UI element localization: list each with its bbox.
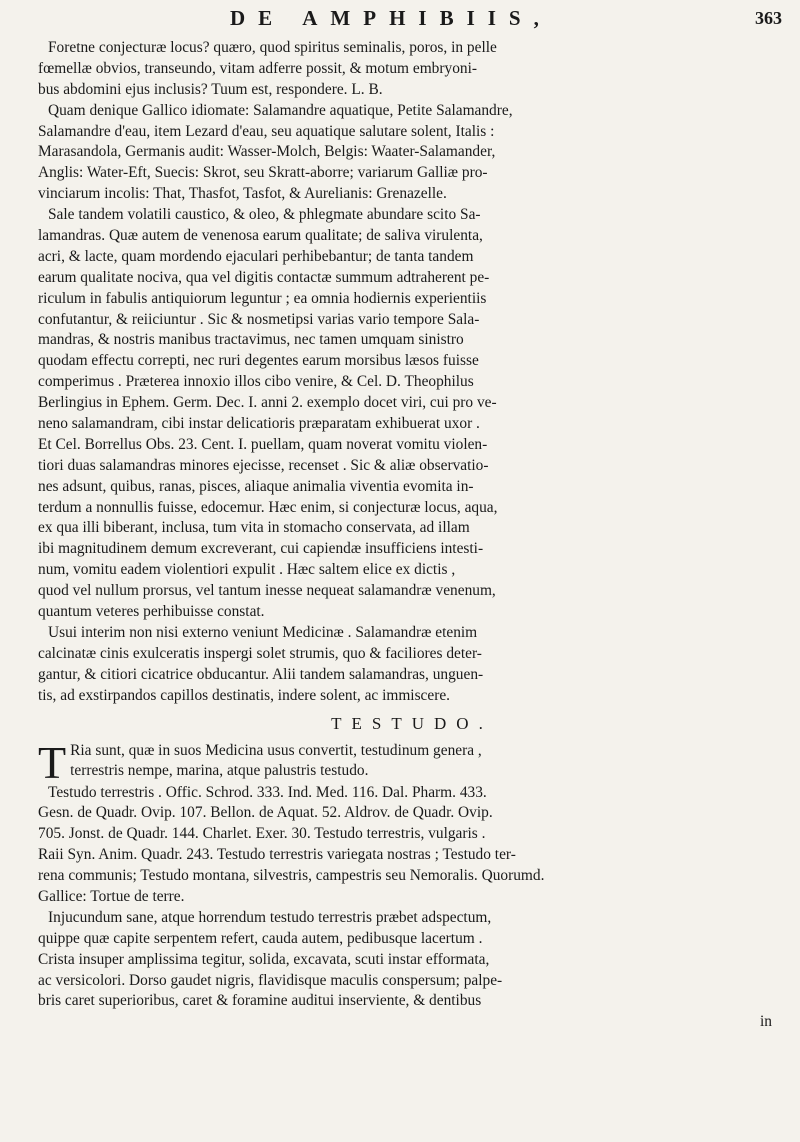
text-line: calcinatæ cinis exulceratis inspergi solet strumis, quo & faciliores deter-	[38, 644, 482, 662]
text-line: nes adsunt, quibus, ranas, pisces, aliaque animalia viventia evomita in-	[38, 477, 474, 495]
text-line: Et Cel. Borrellus Obs. 23. Cent. I. puellam, quam noverat vomitu violen-	[38, 435, 488, 453]
text-line: tiori duas salamandras minores ejecisse, recenset . Sic & aliæ observatio-	[38, 456, 489, 474]
text-line: bris caret superioribus, caret & foramine auditui inserviente, & dentibus	[38, 992, 482, 1010]
text-line: Crista insuper amplissima tegitur, solida, excavata, scuti instar efformata,	[38, 950, 490, 968]
page-number: 363	[755, 8, 782, 28]
text-line: ac versicolori. Dorso gaudet nigris, flavidisque maculis conspersum; palpe-	[38, 971, 503, 989]
text-line: num, vomitu eadem violentiori expulit . Hæc saltem elice ex dictis ,	[38, 561, 456, 579]
section-heading: TESTUDO.	[331, 713, 493, 733]
text-line: neno salamandram, cibi instar delicatioris præparatam exhibuerat uxor .	[38, 415, 480, 433]
text-line: bus abdomini ejus inclusis? Tuum est, respondere. L. B.	[38, 80, 383, 98]
salamandra-section	[38, 38, 786, 707]
text-line: Quam denique Gallico idiomate: Salamandre aquatique, Petite Salamandre,	[48, 101, 513, 119]
text-line: ibi magnitudinem demum excreverant, cui capiendæ insufficiens intesti-	[38, 540, 484, 558]
text-line: Berlingius in Ephem. Germ. Dec. I. anni 2. exemplo docet viri, cui pro ve-	[38, 394, 497, 412]
text-line: earum qualitate nociva, qua vel digitis contactæ summum adtraherent pe-	[38, 268, 490, 286]
text-line: Gallice: Tortue de terre.	[38, 887, 185, 905]
text-line: quod vel nullum prorsus, vel tantum inesse nequeat salamandræ venenum,	[38, 582, 496, 600]
drop-cap: T	[38, 736, 67, 788]
text-line: Salamandre d'eau, item Lezard d'eau, seu aquatique salutare solent, Italis :	[38, 122, 495, 140]
text-line: Raii Syn. Anim. Quadr. 243. Testudo terrestris variegata nostras ; Testudo ter-	[38, 846, 516, 864]
text-line: Sale tandem volatili caustico, & oleo, & phlegmate abundare scito Sa-	[48, 206, 481, 224]
text-line: gantur, & citiori cicatrice obducantur. Alii tandem salamandras, unguen-	[38, 665, 484, 683]
text-line: Foretne conjecturæ locus? quæro, quod spiritus seminalis, poros, in pelle	[48, 39, 497, 56]
text-line: comperimus . Præterea innoxio illos cibo venire, & Cel. D. Theophilus	[38, 373, 474, 391]
text-line: ex qua illi biberant, inclusa, tum vita in stomacho conservata, ad illam	[38, 519, 470, 537]
text-line: mandras, & nostris manibus tractavimus, nec tamen umquam sinistro	[38, 331, 464, 349]
testudo-section	[38, 736, 786, 1034]
text-line: vinciarum incolis: That, Thasfot, Tasfot, & Aurelianis: Grenazelle.	[38, 185, 447, 203]
text-line: Injucundum sane, atque horrendum testudo terrestris præbet adspectum,	[48, 908, 492, 926]
text-line: Anglis: Water-Eft, Suecis: Skrot, seu Skratt-aborre; variarum Galliæ pro-	[38, 164, 488, 182]
catchword: in	[760, 1013, 772, 1031]
text-line: quodam effectu correpti, nec ruri degentes earum morsibus læsos fuisse	[38, 352, 479, 370]
text-block	[38, 38, 786, 1033]
text-line: quippe quæ capite serpentem refert, cauda autem, pedibusque lacertum .	[38, 929, 483, 947]
text-line: riculum in fabulis antiquiorum leguntur ; ea omnia hodiernis experientiis	[38, 289, 487, 307]
text-line: lamandras. Quæ autem de venenosa earum qualitate; de saliva virulenta,	[38, 227, 483, 245]
text-line: rena communis; Testudo montana, silvestris, campestris seu Nemoralis. Quorumd.	[38, 867, 545, 885]
text-line: Testudo terrestris . Offic. Schrod. 333. Ind. Med. 116. Dal. Pharm. 433.	[48, 783, 487, 801]
text-line: terrestris nempe, marina, atque palustris testudo.	[70, 762, 369, 780]
running-title: DE AMPHIBIIS,	[230, 6, 552, 30]
text-line: terdum a nonnullis fuisse, edocemur. Hæc enim, si conjecturæ locus, aqua,	[38, 498, 498, 516]
text-line: acri, & lacte, quam mordendo ejaculari perhibebantur; de tanta tandem	[38, 247, 474, 265]
text-line: fœmellæ obvios, transeundo, vitam adferre possit, & motum embryoni-	[38, 59, 477, 77]
text-line: Usui interim non nisi externo veniunt Medicinæ . Salamandræ etenim	[48, 623, 478, 641]
text-line: 705. Jonst. de Quadr. 144. Charlet. Exer. 30. Testudo terrestris, vulgaris .	[38, 825, 486, 843]
text-line: confutantur, & reiiciuntur . Sic & nosmetipsi varias vario tempore Sala-	[38, 310, 480, 328]
text-line: Marasandola, Germanis audit: Wasser-Molch, Belgis: Waater-Salamander,	[38, 143, 496, 161]
text-line: Gesn. de Quadr. Ovip. 107. Bellon. de Aquat. 52. Aldrov. de Quadr. Ovip.	[38, 804, 493, 822]
page-header	[0, 6, 800, 32]
text-line: quantum veteres perhibuisse constat.	[38, 603, 265, 621]
text-line: Ria sunt, quæ in suos Medicina usus convertit, testudinum genera ,	[70, 741, 482, 759]
text-line: tis, ad exstirpandos capillos destinatis, indere solent, ac immiscere.	[38, 686, 451, 704]
